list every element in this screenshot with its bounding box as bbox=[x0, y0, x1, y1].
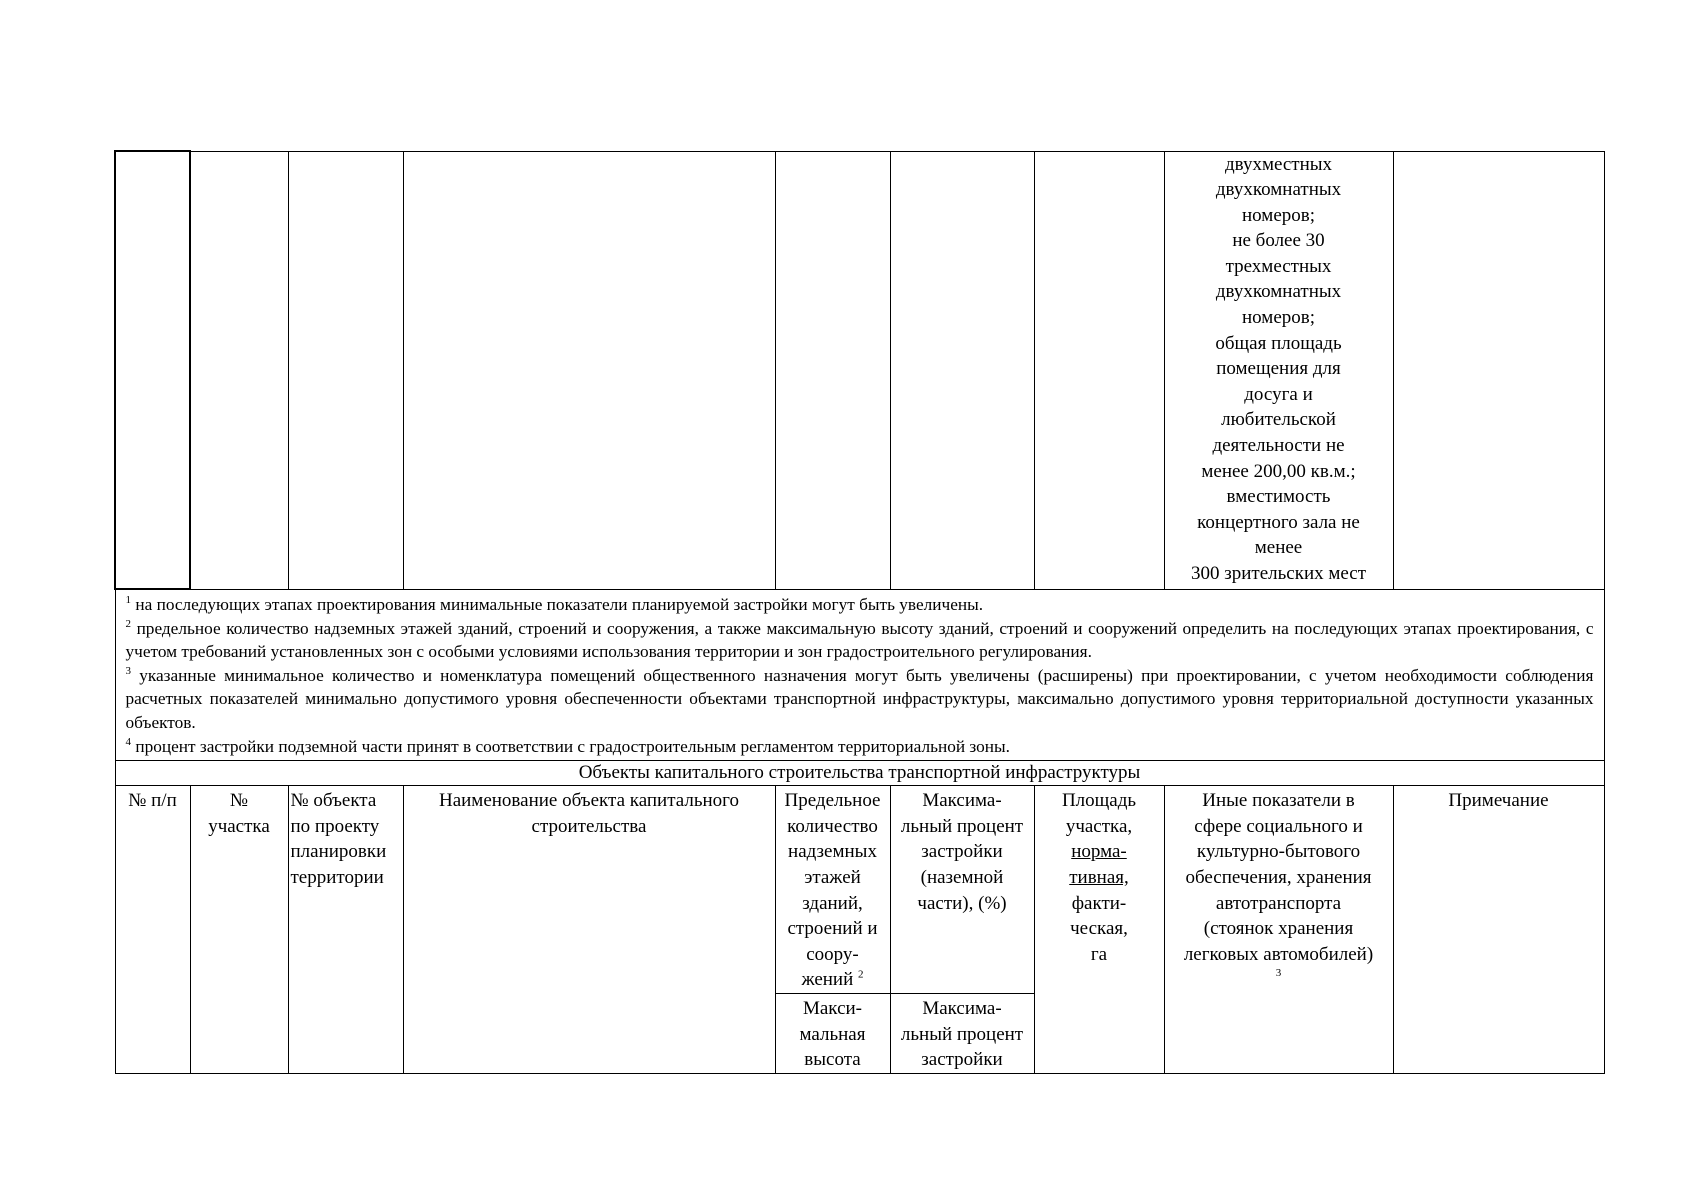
planning-table bbox=[114, 150, 1605, 1074]
footnote-mark: 3 bbox=[125, 665, 131, 678]
section-row bbox=[115, 761, 1604, 786]
header-area bbox=[1034, 786, 1164, 1074]
footnote-mark: 4 bbox=[125, 735, 131, 748]
table-row bbox=[115, 151, 1604, 589]
header-other-text: Иные показатели в сфере социального и культурно-бытового обеспечения, хранения автотранспорта (стоянок хранения легковых автомобилей) bbox=[1183, 790, 1374, 965]
footnote-mark: 3 bbox=[1275, 967, 1282, 980]
table-cell bbox=[288, 151, 403, 589]
header-plot: № участка bbox=[190, 786, 288, 1074]
social-indicators-continuation: двухместных двухкомнатных номеров; не более 30 трехместных двухкомнатных номеров; общая площадь помещения для досуга и любительской деятельности не менее 200,00 кв.м.; вместимость концертного зала не менее 300 зрительских мест bbox=[1164, 151, 1393, 589]
table-cell bbox=[403, 151, 775, 589]
header-percent: Максима- льный процент застройки (наземной части), (%) bbox=[890, 786, 1034, 994]
header-row bbox=[115, 786, 1604, 994]
table-cell bbox=[890, 151, 1034, 589]
table-cell bbox=[775, 151, 890, 589]
header-height: Макси- мальная высота bbox=[775, 993, 890, 1073]
header-area-actual: факти- ческая, га bbox=[1070, 892, 1128, 965]
header-num: № п/п bbox=[115, 786, 190, 1074]
footnote-4 bbox=[126, 735, 1594, 759]
footnote-text: предельное количество надземных этажей зданий, строений и сооружения, а также максимальную высоту зданий, строений и сооружений определить на последующих этапах проектирования, с учетом требований установленных зон с особыми условиями использования территории и зон градостроительного регулирования. bbox=[125, 618, 1594, 662]
footnote-2 bbox=[126, 617, 1594, 664]
footnote-text: процент застройки подземной части принят в соответствии с градостроительным регламентом территориальной зоны. bbox=[135, 736, 1010, 756]
footnote-3 bbox=[126, 664, 1594, 735]
footnote-mark: 2 bbox=[858, 968, 864, 981]
table-cell bbox=[190, 151, 288, 589]
footnotes bbox=[115, 589, 1604, 761]
document-page bbox=[114, 150, 1603, 1074]
header-percent-2: Максима- льный процент застройки bbox=[890, 993, 1034, 1073]
header-area-text: Площадь участка, bbox=[1061, 790, 1137, 837]
header-floors bbox=[775, 786, 890, 994]
header-note: Примечание bbox=[1393, 786, 1604, 1074]
header-area-normative: норма- тивная, bbox=[1069, 841, 1129, 888]
header-name: Наименование объекта капитального строительства bbox=[403, 786, 775, 1074]
table-cell bbox=[115, 151, 190, 589]
header-floors-text: Предельное количество надземных этажей зданий, строений и соору- жений bbox=[784, 790, 881, 991]
table-cell bbox=[1034, 151, 1164, 589]
footnotes-row bbox=[115, 589, 1604, 761]
footnote-text: на последующих этапах проектирования минимальные показатели планируемой застройки могут быть увеличены. bbox=[135, 595, 984, 614]
table-cell bbox=[1393, 151, 1604, 589]
footnote-text: указанные минимальное количество и номенклатура помещений общественного назначения могут быть увеличены (расширены) при проектировании, с учетом необходимости соблюдения расчетных показателей минимально допустимого уровня обеспеченности объектами транспортной инфраструктуры, максимально допустимого уровня территориальной доступности указанных объектов. bbox=[125, 665, 1594, 732]
footnote-mark: 1 bbox=[125, 594, 131, 607]
header-object: № объекта по проекту планировки территории bbox=[288, 786, 403, 1074]
section-title: Объекты капитального строительства транспортной инфраструктуры bbox=[115, 761, 1604, 786]
header-other bbox=[1164, 786, 1393, 1074]
footnote-mark: 2 bbox=[125, 617, 131, 630]
footnote-1 bbox=[126, 593, 1594, 617]
